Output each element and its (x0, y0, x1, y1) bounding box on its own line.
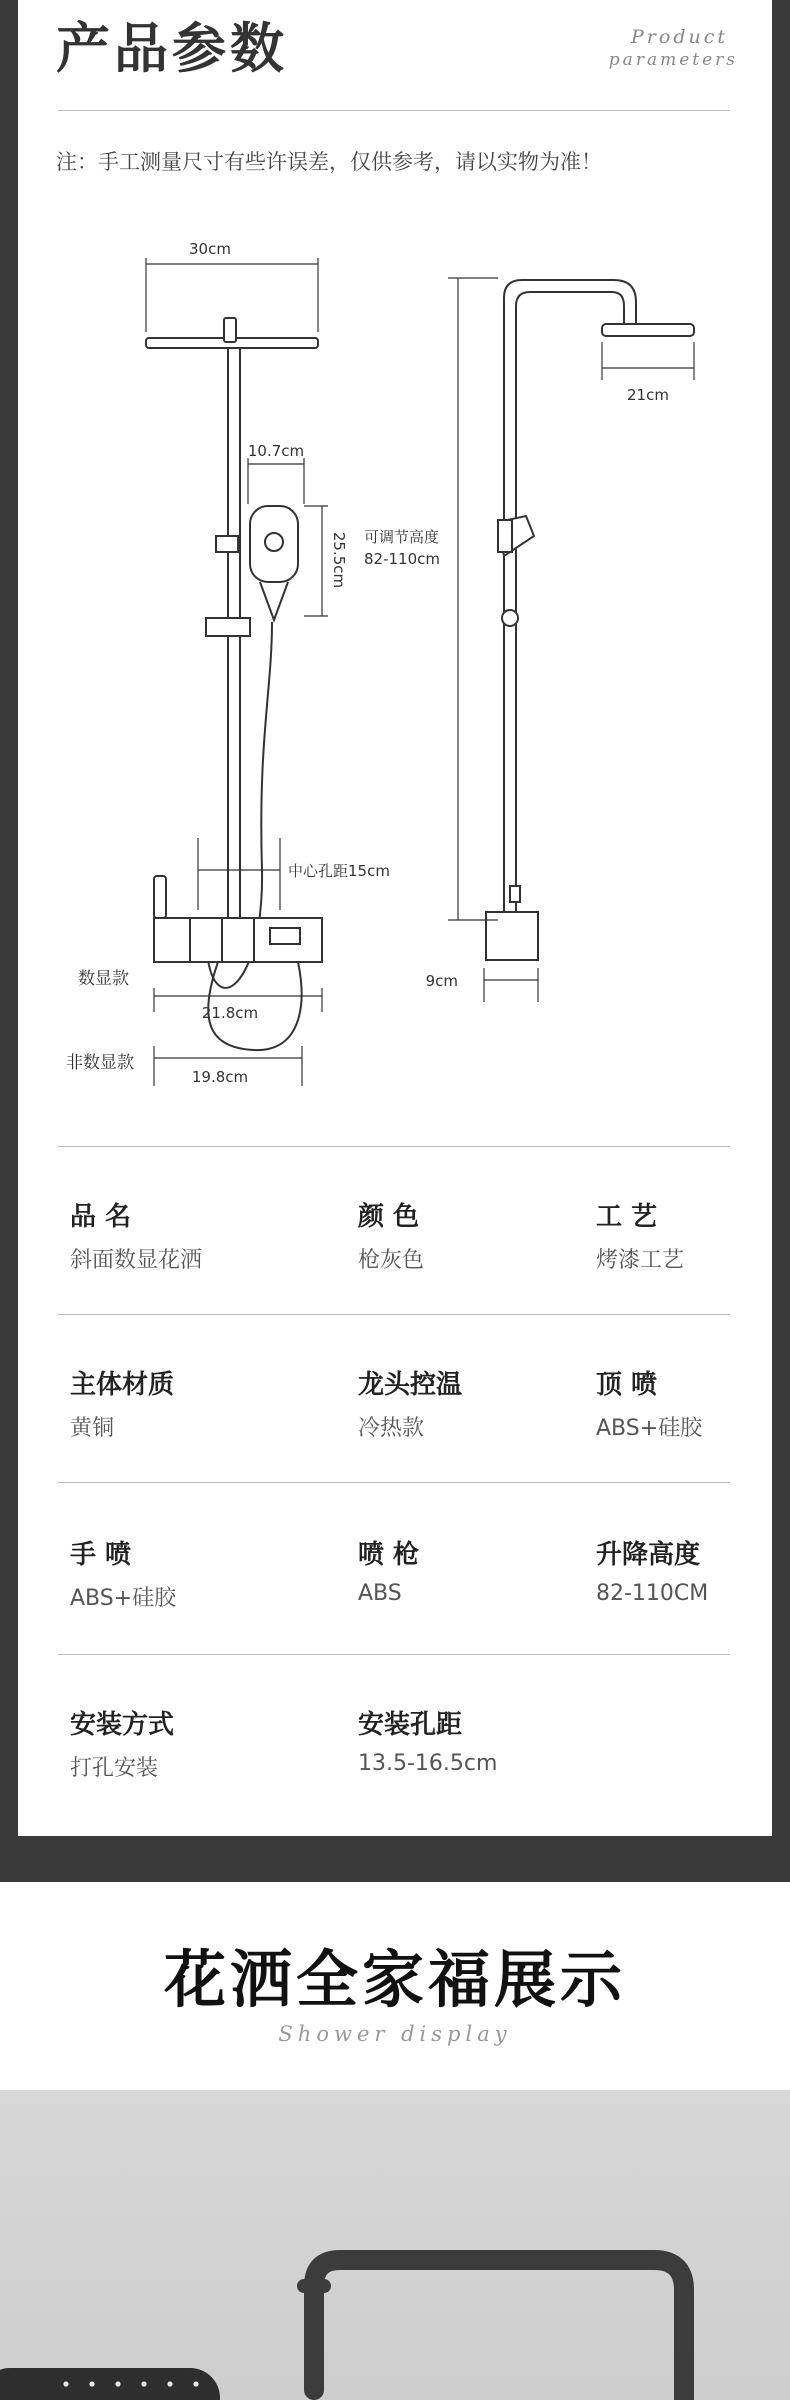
frame-bottom (0, 1836, 790, 1882)
spec-color (358, 1196, 424, 1274)
script-subtitle-line1: Product (631, 26, 728, 48)
spec-value: ABS (358, 1581, 402, 1606)
spec-label: 主体材质 (70, 1370, 175, 1400)
spec-install-hole-distance (358, 1704, 497, 1776)
label-nondigital: 非数显款 (66, 1053, 134, 1073)
side-mixer-box (486, 912, 538, 960)
display-section-script: Shower display (278, 2022, 512, 2046)
spec-divider-0 (58, 1146, 730, 1147)
spec-top-spray (596, 1364, 702, 1442)
spec-name (70, 1196, 202, 1274)
dim-width-label: 30cm (189, 240, 231, 258)
side-top-shower-head (602, 324, 694, 336)
title-divider (58, 110, 730, 111)
side-spout (510, 886, 520, 902)
front-handset-head (250, 506, 298, 582)
spec-label: 升降高度 (596, 1540, 701, 1570)
photo-shower-head (0, 2368, 220, 2400)
spec-label: 品 名 (70, 1202, 132, 1232)
dim-handset-width-label: 10.7cm (247, 442, 305, 460)
front-holder-lower (206, 618, 250, 636)
dim-handset-height-label: 25.5cm (330, 531, 348, 589)
product-photo (0, 2090, 790, 2400)
spec-lift-height (596, 1534, 708, 1606)
frame-right (772, 0, 790, 1882)
spec-value: 13.5-16.5cm (358, 1751, 498, 1776)
measurement-note: 注：手工测量尺寸有些许误差，仅供参考，请以实物为准！ (56, 150, 602, 174)
spec-temperature-control (358, 1364, 462, 1442)
spec-value: ABS+硅胶 (596, 1416, 703, 1441)
dim-center-hole-label: 中心孔距15cm (288, 862, 390, 880)
spec-label: 顶 喷 (596, 1370, 658, 1400)
display-section-title: 花洒全家福展示 (163, 1943, 626, 2016)
spec-hand-spray (70, 1534, 176, 1612)
adjustable-height-label: 可调节高度 (364, 528, 440, 546)
spec-divider-3 (58, 1654, 730, 1655)
front-digital-display (270, 928, 300, 944)
page-title: 产品参数 (56, 17, 288, 80)
spec-value: 打孔安装 (70, 1756, 159, 1781)
front-holder-upper (216, 536, 238, 552)
dim-top-head-label: 21cm (627, 386, 669, 404)
spec-install-method (70, 1704, 174, 1782)
spec-value: ABS+硅胶 (70, 1586, 177, 1611)
spec-divider-2 (58, 1482, 730, 1483)
frame-left (0, 0, 18, 1882)
spec-label: 安装方式 (70, 1710, 175, 1740)
dim-digital-width-label: 21.8cm (201, 1004, 259, 1022)
front-spout (154, 876, 166, 918)
dimension-diagram (58, 220, 730, 1120)
adjustable-height-value: 82-110cm (364, 550, 440, 568)
spec-value: 冷热款 (358, 1416, 425, 1441)
spec-value: 斜面数显花洒 (70, 1248, 203, 1273)
front-riser-cap (224, 318, 236, 342)
spec-divider-1 (58, 1314, 730, 1315)
spec-body-material (70, 1364, 174, 1442)
label-digital: 数显款 (78, 969, 129, 989)
spec-value: 黄铜 (70, 1416, 115, 1441)
spec-label: 颜 色 (358, 1202, 420, 1232)
spec-craft (596, 1196, 684, 1274)
spec-spray-gun (358, 1534, 419, 1606)
front-riser-pipe (228, 348, 240, 940)
spec-label: 安装孔距 (358, 1710, 463, 1740)
script-subtitle-line2: parameters (608, 50, 738, 70)
dim-depth-label: 9cm (425, 972, 458, 990)
dim-nondigital-width-label: 19.8cm (191, 1068, 249, 1086)
spec-value: 枪灰色 (358, 1248, 425, 1273)
side-holder (498, 520, 512, 552)
spec-label: 工 艺 (596, 1202, 658, 1232)
spec-label: 龙头控温 (358, 1370, 463, 1400)
spec-value: 烤漆工艺 (596, 1248, 685, 1273)
side-slider-knob (502, 610, 518, 626)
photo-faucet-arm (314, 2260, 684, 2400)
spec-value: 82-110CM (596, 1581, 709, 1606)
front-handset-neck (260, 582, 288, 620)
spec-label: 手 喷 (70, 1540, 132, 1570)
spec-label: 喷 枪 (358, 1540, 420, 1570)
side-riser-arm (504, 280, 636, 920)
